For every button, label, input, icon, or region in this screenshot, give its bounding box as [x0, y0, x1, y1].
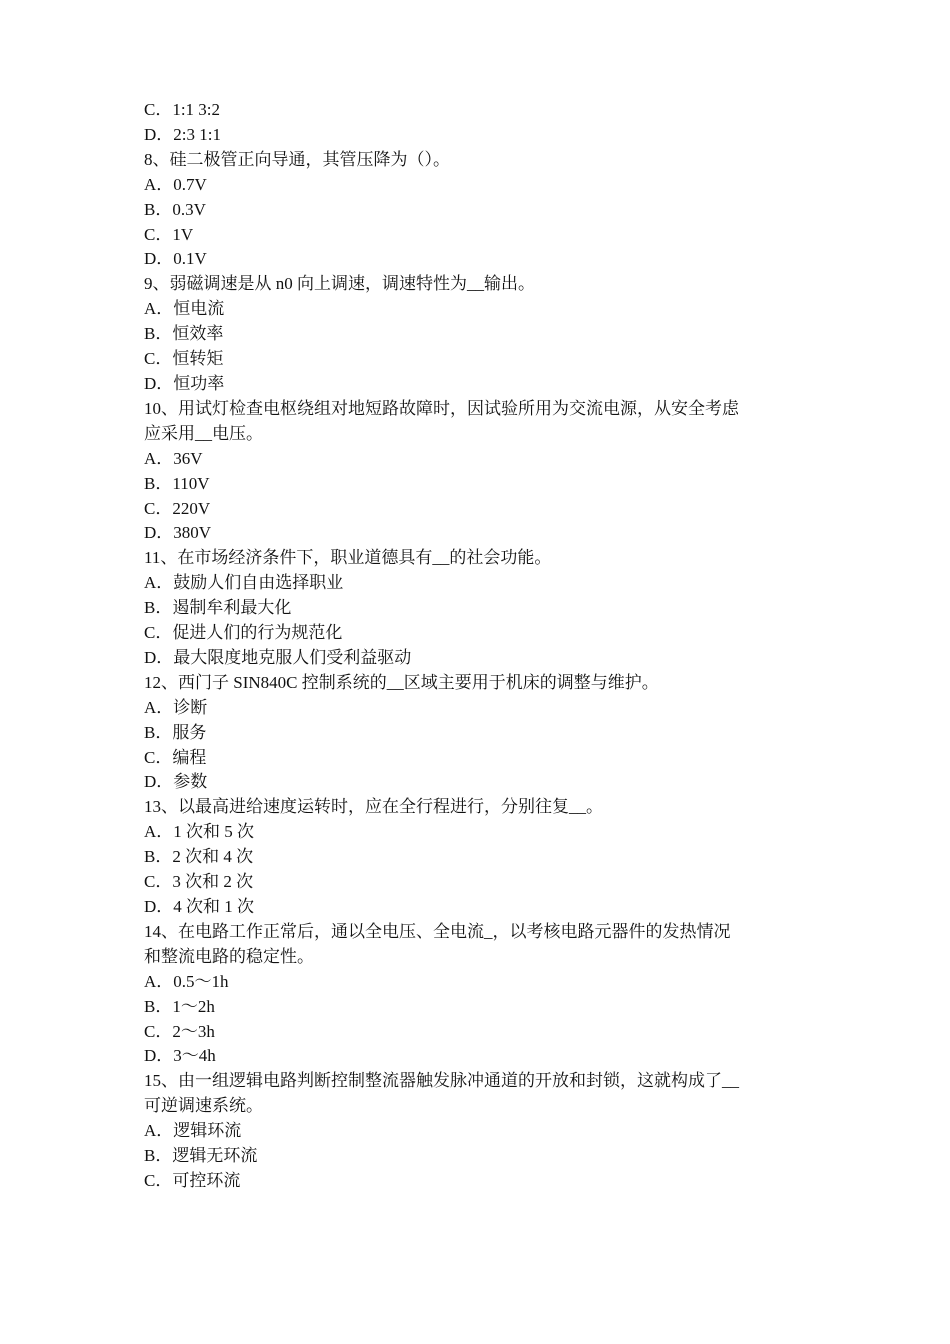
question-line: 8、硅二极管正向导通，其管压降为（）。: [144, 149, 450, 169]
option-line: A．36V: [144, 448, 203, 468]
option-line: B．2 次和 4 次: [144, 847, 254, 867]
option-line: C．可控环流: [144, 1170, 241, 1190]
option-line: C．1V: [144, 224, 194, 244]
option-line: C．恒转矩: [144, 349, 224, 369]
option-line: A．鼓励人们自由选择职业: [144, 573, 344, 593]
option-line: B．恒效率: [144, 324, 224, 344]
option-line: C．2～3h: [144, 1021, 215, 1041]
option-line: A．0.7V: [144, 174, 207, 194]
option-line: C．3 次和 2 次: [144, 872, 254, 892]
option-line: D．最大限度地克服人们受利益驱动: [144, 647, 412, 667]
option-line: D．恒功率: [144, 373, 225, 393]
option-line: D．4 次和 1 次: [144, 897, 255, 916]
question-line: 14、在电路工作正常后，通以全电压、全电流_，以考核电路元器件的发热情况: [144, 921, 731, 941]
option-line: A．诊断: [144, 697, 208, 717]
option-line: D．0.1V: [144, 249, 207, 269]
question-line: 11、在市场经济条件下，职业道德具有__的社会功能。: [144, 548, 552, 568]
option-line: C．促进人们的行为规范化: [144, 623, 343, 643]
option-line: D．参数: [144, 772, 208, 792]
option-line: B．服务: [144, 722, 207, 742]
question-line: 10、用试灯检查电枢绕组对地短路故障时，因试验所用为交流电源，从安全考虑: [144, 398, 739, 418]
option-line: C．220V: [144, 498, 211, 518]
document-page: [144, 98, 824, 1194]
question-line: 应采用__电压。: [144, 423, 263, 443]
option-line: D．2:3 1:1: [144, 124, 221, 144]
question-line: 13、以最高进给速度运转时，应在全行程进行，分别往复__。: [144, 797, 603, 817]
question-line: 15、由一组逻辑电路判断控制整流器触发脉冲通道的开放和封锁，这就构成了__: [144, 1071, 739, 1091]
option-line: D．3～4h: [144, 1046, 216, 1066]
option-line: B．0.3V: [144, 199, 206, 219]
option-line: A．逻辑环流: [144, 1121, 242, 1141]
question-line: 和整流电路的稳定性。: [144, 946, 314, 966]
option-line: D．380V: [144, 523, 212, 543]
option-line: B．110V: [144, 473, 210, 493]
option-line: C．编程: [144, 747, 207, 767]
question-line: 9、弱磁调速是从 n0 向上调速，调速特性为__输出。: [144, 274, 535, 294]
question-line: 12、西门子 SIN840C 控制系统的__区域主要用于机床的调整与维护。: [144, 672, 659, 692]
question-line: 可逆调速系统。: [144, 1096, 263, 1116]
option-line: B．1～2h: [144, 996, 215, 1016]
option-line: A．0.5～1h: [144, 971, 229, 991]
option-line: B．遏制牟利最大化: [144, 598, 292, 618]
option-line: C．1:1 3:2: [144, 100, 221, 119]
option-line: A．1 次和 5 次: [144, 822, 255, 842]
option-line: A．恒电流: [144, 299, 225, 319]
option-line: B．逻辑无环流: [144, 1146, 258, 1166]
